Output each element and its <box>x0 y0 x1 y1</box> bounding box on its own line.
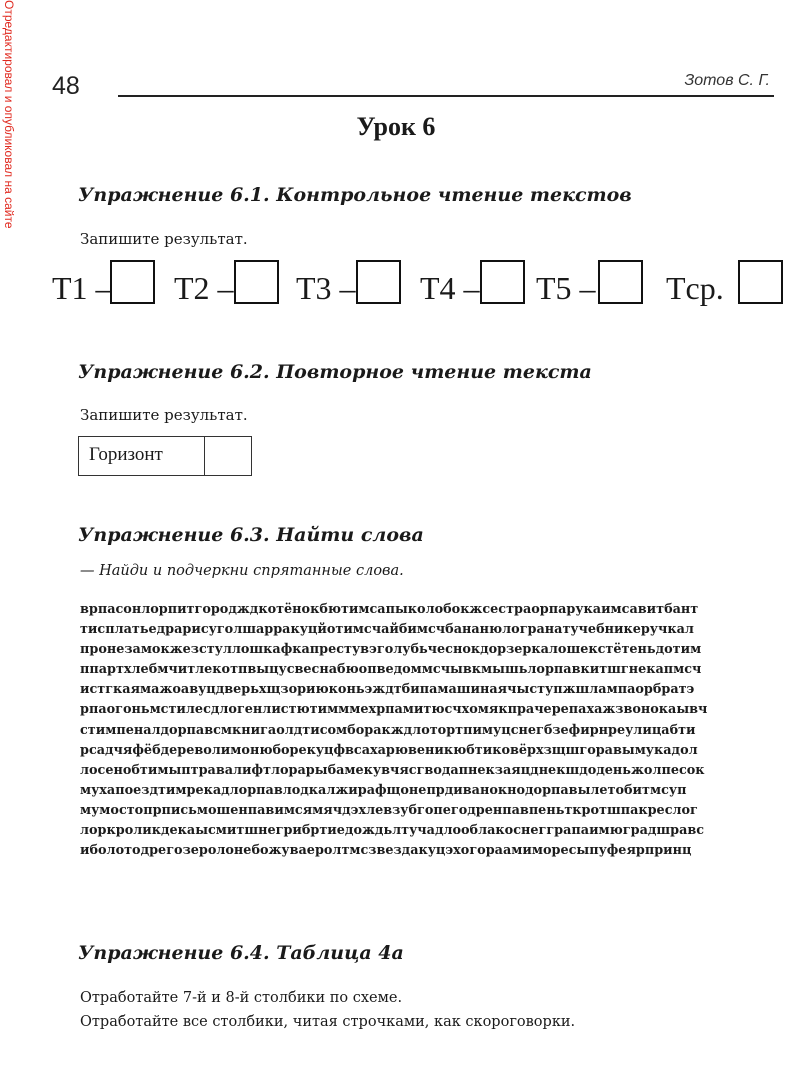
letter-line: мухапоездтимрекадлорпавлодкалжирафщонепрдиванокнодорпавылетобитмсуп <box>80 782 687 798</box>
exercise-6-4-title: Упражнение 6.4. Таблица 4а <box>78 942 404 964</box>
letter-line: стимпеналдорпавсмкнигаолдтисомборакждлотортпимуцснегбзефирнреулицабти <box>80 722 696 738</box>
letter-grid <box>80 600 780 861</box>
result-t1-box[interactable] <box>110 260 155 304</box>
exercise-6-1-title: Упражнение 6.1. Контрольное чтение текстов <box>78 184 632 206</box>
exercise-6-2-instruction: Запишите результат. <box>80 406 248 424</box>
author-name: Зотов С. Г. <box>684 72 770 89</box>
result-t4-box[interactable] <box>480 260 525 304</box>
letter-line: рсадчяфёбдереволимонюборекуцфвсахарювеникюбтиковёрхзщшгоравымукадол <box>80 742 698 758</box>
horizon-value-cell[interactable] <box>205 437 251 475</box>
result-tavg-box[interactable] <box>738 260 783 304</box>
letter-line: тисплатьедрарисуголшарракуцйотимсчайбимсчбананюлогранатучебникеручкал <box>80 622 694 638</box>
result-t2-box[interactable] <box>234 260 279 304</box>
letter-line: мумостопрписьмошенпавимсямячдэхлевзубгопегодренпавпеньткротшпакреслог <box>80 802 698 818</box>
watermark-note: Отредактировал и опубликовал на сайте <box>2 0 16 229</box>
letter-line: лосенобтимыптравалифтлорарыбамекувчясгводапнекзаяцднекшдоденьжолпесок <box>80 762 705 778</box>
result-t4-label: T4 – <box>420 270 480 306</box>
letter-line: иболотодрегозеролонебожуваеролтмсзвездакуцэхогораамиморесыпуфеярпринц <box>80 843 692 859</box>
horizon-label: Горизонт <box>79 437 205 475</box>
horizon-table <box>78 436 252 476</box>
exercise-6-1-instruction: Запишите результат. <box>80 230 248 248</box>
result-tavg-label: Tср. <box>666 270 724 306</box>
result-t3-box[interactable] <box>356 260 401 304</box>
result-t5-label: T5 – <box>536 270 596 306</box>
letter-line: врпасонлорпитгородждкотёнокбютимсапыколобокжсестраорпарукаимсавитбант <box>80 602 699 617</box>
header-rule <box>118 95 774 97</box>
letter-line: истгкаямажоавуцдверьхщзориюконьэждтбипамашинаячыступжшлампаорбратэ <box>80 682 695 698</box>
result-t3-label: T3 – <box>296 270 356 306</box>
letter-line: рпаогоньмстилесдлогенлистютимммехрпамитюсчхомякпрачерепахажзвонокаывч <box>80 702 708 718</box>
result-t5-box[interactable] <box>598 260 643 304</box>
exercise-6-2-title: Упражнение 6.2. Повторное чтение текста <box>78 361 592 383</box>
results-row <box>52 256 782 308</box>
result-t1-label: T1 – <box>52 270 112 306</box>
page-number: 48 <box>52 72 80 100</box>
letter-line: ппартхлебмчитлекотпвыцусвеснабюопведоммсчывкмышьлорпавкитшгнекапмсч <box>80 662 702 678</box>
exercise-6-4-line-2: Отработайте все столбики, читая строчками, как скороговорки. <box>80 1014 576 1030</box>
exercise-6-3-subtitle: — Найди и подчеркни спрятанные слова. <box>80 563 404 579</box>
letter-line: лоркроликдекаысмитшнегрибртиедождьлтучадлооблакоснегграпаимюградшравс <box>80 823 705 839</box>
result-t2-label: T2 – <box>174 270 234 306</box>
letter-line: пронезамокжезстуллошкафкапрестувэголубьчеснокдорзеркалошекстётеньдотим <box>80 642 702 658</box>
exercise-6-4-line-1: Отработайте 7-й и 8-й столбики по схеме. <box>80 990 403 1006</box>
exercise-6-3-title: Упражнение 6.3. Найти слова <box>78 524 424 546</box>
lesson-title: Урок 6 <box>356 112 436 141</box>
